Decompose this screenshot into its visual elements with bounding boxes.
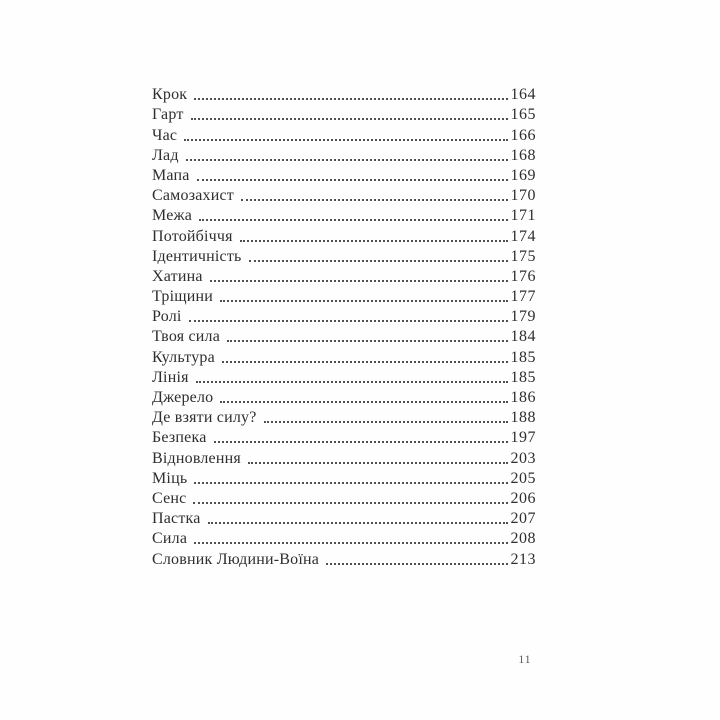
dot-leader: [197, 179, 508, 181]
dot-leader: [222, 361, 508, 363]
toc-entry: [152, 447, 536, 467]
toc-entry: [152, 306, 536, 326]
dot-leader: [249, 260, 508, 262]
toc-entry: [152, 124, 536, 144]
toc-entry-title: Потойбіччя: [152, 227, 233, 245]
toc-entry: [152, 326, 536, 346]
toc-entry: [152, 548, 536, 568]
toc-entry: [152, 266, 536, 286]
toc-entry: [152, 407, 536, 427]
dot-leader: [248, 462, 508, 464]
toc-entry-title: Культура: [152, 348, 215, 366]
toc-entry-title: Джерело: [152, 389, 214, 406]
toc-entry: [152, 367, 536, 387]
toc-entry-title: Самозахист: [152, 187, 234, 205]
toc-entry: [152, 427, 536, 447]
toc-entry-page: 175: [510, 247, 536, 265]
toc-entry-page: 179: [510, 308, 536, 326]
toc-entry-title: Сенс: [152, 489, 187, 507]
dot-leader: [194, 482, 507, 484]
toc-entry: [152, 346, 536, 366]
toc-entry-title: Ролі: [152, 308, 182, 326]
dot-leader: [210, 280, 508, 282]
toc-entry-page: 197: [510, 429, 536, 447]
dot-leader: [227, 340, 507, 342]
toc-entry-page: 205: [510, 469, 536, 487]
toc-entry-title: Сила: [152, 530, 188, 548]
toc-entry: [152, 387, 536, 407]
toc-entry-page: 168: [510, 146, 536, 164]
dot-leader: [199, 219, 507, 221]
toc-entry-title: Де взяти силу?: [152, 409, 257, 427]
dot-leader: [220, 300, 507, 302]
toc-entry-page: 185: [510, 368, 536, 386]
toc-entry-title: Мапа: [152, 166, 190, 184]
toc-entry-title: Хатина: [152, 267, 203, 285]
toc-entry-page: 171: [510, 207, 536, 225]
toc-entry-page: 206: [510, 489, 536, 507]
dot-leader: [184, 139, 507, 141]
toc-entry-page: 184: [510, 328, 536, 346]
toc-entry-page: 213: [510, 550, 536, 568]
toc-entry-page: 176: [510, 267, 536, 285]
toc-entry-title: Лінія: [152, 368, 189, 386]
toc-entry-title: Ідентичність: [152, 247, 242, 265]
toc-entry-page: 164: [510, 86, 536, 104]
toc-entry: [152, 165, 536, 185]
dot-leader: [241, 199, 508, 201]
toc-entry: [152, 84, 536, 104]
dot-leader: [208, 522, 508, 524]
toc-entry-title: Гарт: [152, 106, 184, 124]
toc-entry-page: 203: [510, 449, 536, 467]
toc-entry-title: Тріщини: [152, 288, 214, 306]
toc-entry-title: Лад: [152, 146, 179, 164]
dot-leader: [194, 542, 507, 544]
dot-leader: [189, 320, 508, 322]
toc-entry-page: 185: [510, 348, 536, 366]
toc-entry: [152, 286, 536, 306]
toc-entry: [152, 185, 536, 205]
toc-entry: [152, 225, 536, 245]
toc-entry-title: Безпека: [152, 429, 207, 447]
toc-entry: [152, 205, 536, 225]
dot-leader: [240, 240, 508, 242]
toc-entry-title: Крок: [152, 86, 188, 104]
table-of-contents: [152, 84, 536, 569]
dot-leader: [194, 98, 507, 100]
dot-leader: [220, 401, 507, 403]
toc-entry: [152, 468, 536, 488]
toc-entry-title: Пастка: [152, 510, 201, 528]
toc-entry: [152, 104, 536, 124]
dot-leader: [186, 159, 508, 161]
toc-entry: [152, 528, 536, 548]
toc-entry-page: 177: [510, 288, 536, 306]
toc-entry-page: 170: [510, 187, 536, 205]
toc-entry-title: Міць: [152, 469, 188, 487]
toc-entry-title: Твоя сила: [152, 328, 221, 346]
toc-entry: [152, 145, 536, 165]
toc-entry-page: 165: [510, 106, 536, 124]
toc-entry-page: 174: [510, 227, 536, 245]
toc-entry-page: 188: [510, 409, 536, 427]
toc-entry-title: Час: [152, 126, 178, 144]
dot-leader: [326, 563, 507, 565]
toc-entry-title: Межа: [152, 207, 193, 225]
toc-entry-page: 208: [510, 530, 536, 548]
page-number: 11: [518, 654, 532, 666]
toc-entry-page: 186: [510, 389, 536, 406]
toc-entry-title: Відновлення: [152, 449, 241, 467]
dot-leader: [196, 381, 508, 383]
dot-leader: [193, 502, 507, 504]
dot-leader: [264, 421, 508, 423]
toc-entry: [152, 488, 536, 508]
toc-entry: [152, 508, 536, 528]
toc-entry: [152, 246, 536, 266]
toc-entry-page: 207: [510, 510, 536, 528]
dot-leader: [214, 441, 508, 443]
toc-entry-page: 166: [510, 126, 536, 144]
dot-leader: [191, 118, 508, 120]
toc-entry-page: 169: [510, 166, 536, 184]
toc-entry-title: Словник Людини-Воїна: [152, 550, 320, 568]
